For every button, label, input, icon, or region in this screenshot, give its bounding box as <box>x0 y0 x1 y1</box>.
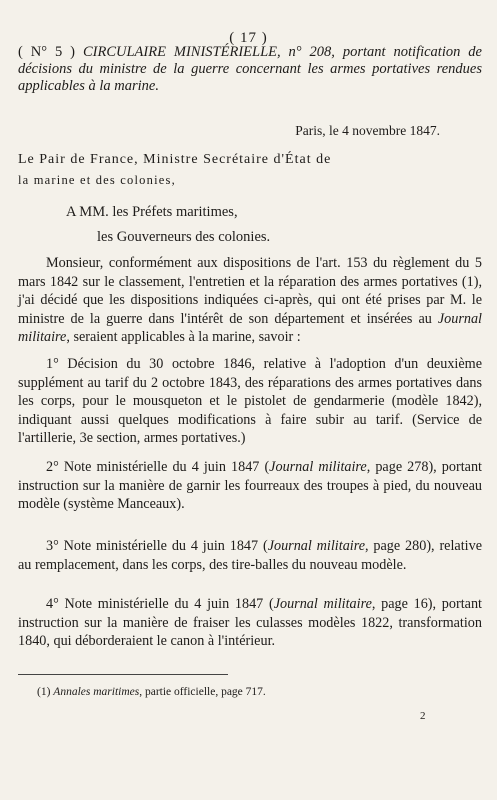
circular-number: ( N° 5 ) <box>18 44 76 60</box>
item-3-text-a: 3° Note ministérielle du 4 juin 1847 ( <box>46 538 268 554</box>
item-4-paragraph <box>18 595 482 651</box>
minister-title-line2: la marine et des colonies, <box>18 173 176 187</box>
item-2-paragraph <box>18 458 482 514</box>
addressee-line2: les Gouverneurs des colonies. <box>97 229 271 245</box>
item-2-text-b: , page 278), portant instruction sur la manière de garnir les fourreaux des troupes à pied, du nouveau modèle (système Manceaux). <box>18 459 482 513</box>
item-3-journal: Journal militaire <box>267 538 366 554</box>
minister-title-line1: Le Pair de France, Ministre Secrétaire d'État de <box>18 152 332 167</box>
footnote-divider <box>18 674 228 675</box>
item-3-text-b: , page 280), relative au remplacement, dans les corps, des tire-balles du nouveau modèle. <box>18 538 482 573</box>
item-3-paragraph <box>18 537 482 574</box>
item-4-text-a: 4° Note ministérielle du 4 juin 1847 ( <box>46 596 274 612</box>
item-4-text-b: , page 16), portant instruction sur la manière de fraiser les culasses modèles 1822, transformation 1840, qui déborderaient le canon à l'intérieur. <box>18 596 482 650</box>
item-2-journal: Journal militaire <box>269 459 367 475</box>
intro-text-b: , seraient applicables à la marine, savoir : <box>66 329 301 346</box>
intro-text-journal: Journal militaire <box>18 310 482 346</box>
footnote-text: , partie officielle, page 717. <box>139 686 266 698</box>
page-number: ( 17 ) <box>229 30 268 46</box>
date-line: Paris, le 4 novembre 1847. <box>295 123 440 138</box>
circular-heading <box>18 44 482 95</box>
footnote-source: Annales maritimes <box>53 686 140 698</box>
circular-heading-text: CIRCULAIRE MINISTÉRIELLE, n° 208, portant notification de décisions du ministre de la guerre concernant les armes portatives rendues applicables à la marine. <box>18 44 482 94</box>
intro-paragraph <box>18 254 482 347</box>
item-4-journal: Journal militaire <box>273 596 372 612</box>
signature-mark: 2 <box>420 710 426 722</box>
intro-text-a: Monsieur, conformément aux dispositions de l'art. 153 du règlement du 5 mars 1842 sur le classement, l'entretien et la réparation des armes portatives (1), j'ai décidé que les dispositions indiquées ci-après, qui ont été prises par M. le ministre de la guerre dans l'intérêt de son département et insérées au <box>18 255 482 327</box>
footnote-number: (1) <box>37 686 54 698</box>
footnote <box>37 686 266 698</box>
addressee-line1: A MM. les Préfets maritimes, <box>66 204 238 220</box>
item-2-text-a: 2° Note ministérielle du 4 juin 1847 ( <box>46 459 270 475</box>
minister-title <box>18 150 482 190</box>
item-1-paragraph: 1° Décision du 30 octobre 1846, relative à l'adoption d'un deuxième supplément au tarif du 2 octobre 1843, des réparations des armes portatives dans les corps, pour le mousqueton et le pistolet de gendarmerie (modèle 1842), indiquant aussi quelques modifications à faire subir au tarif. (Service de l'artillerie, 3e section, armes portatives.) <box>18 356 482 447</box>
